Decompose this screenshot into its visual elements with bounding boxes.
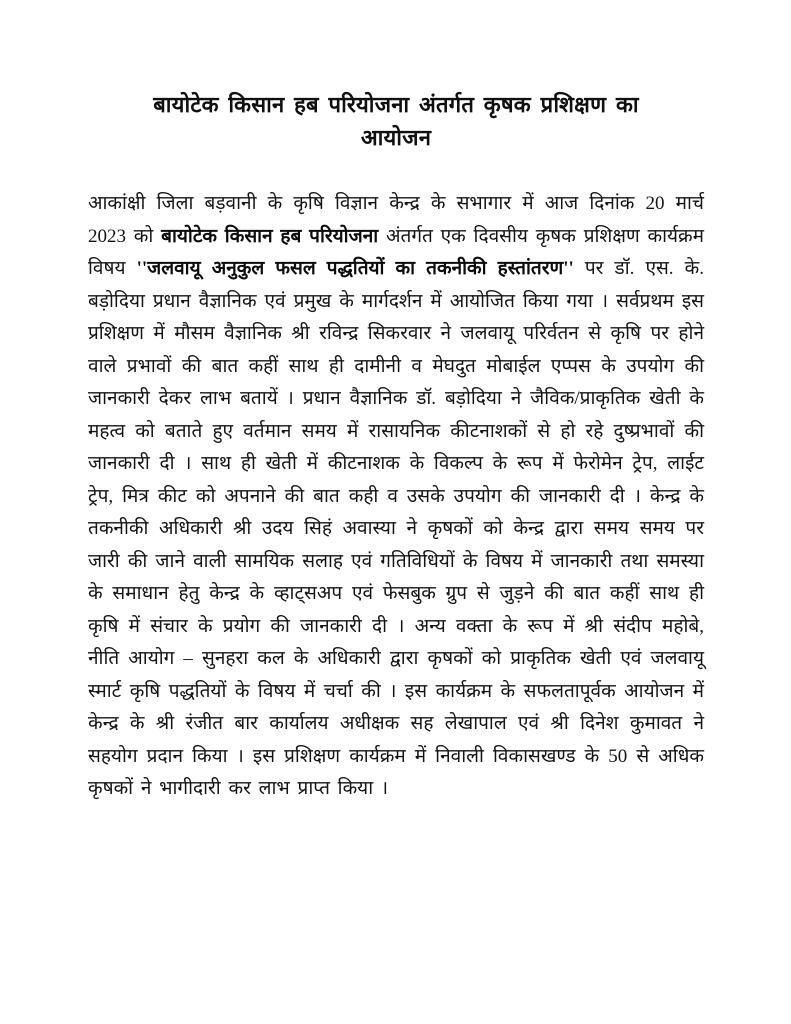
document-paragraph: [88, 188, 704, 806]
title-line-1: बायोटेक किसान हब परियोजना अंतर्गत कृषक प्रशिक्षण का: [153, 92, 639, 117]
project-name-bold: बायोटेक किसान हब परियोजना: [161, 225, 379, 247]
paragraph-mid: अंतर्गत एक दिवसीय कृषक प्रशिक्षण कार्यक्रम विषय: [88, 225, 704, 279]
document-content: [88, 88, 704, 806]
training-topic-bold: ''जलवायू अनुकुल फसल पद्धतियों का तकनीकी हस्तांतरण'': [136, 258, 574, 279]
paragraph-rest: पर डॉ. एस. के. बड़ोदिया प्रधान वैज्ञानिक एवं प्रमुख के मार्गदर्शन में आयोजित किया गया । सर्वप्रथम इस प्रशिक्षण में मौसम वैज्ञानिक श्री रविन्द्र सिकरवार ने जलवायू परिर्वतन से कृषि पर होने वाले प्रभावों की बात कहीं साथ ही दामीनी व मेघदुत मोबाईल एप्पस के उपयोग की जानकारी देकर लाभ बतायें । प्रधान वैज्ञानिक डॉ. बड़ोदिया ने जैविक/प्राकृतिक खेती के महत्व को बताते हुए वर्तमान समय में रासायनिक कीटनाशकों से हो रहे दुष्प्रभावों की जानकारी दी । साथ ही खेती में कीटनाशक के विकल्प के रूप में फेरोमेन ट्रेप, लाईट ट्रेप, मित्र कीट को अपनाने की बात कही व उसके उपयोग की जानकारी दी । केन्द्र के तकनीकी अधिकारी श्री उदय सिहं अवास्या ने कृषकों को केन्द्र द्वारा समय समय पर जारी की जाने वाली सामयिक सलाह एवं गतिविधियों के विषय में जानकारी तथा समस्या के समाधान हेतु केन्द्र के व्हाट्सअप एवं फेसबुक ग्रुप से जुड़ने की बात कहीं साथ ही कृषि में संचार के प्रयोग की जानकारी दी । अन्य वक्ता के रूप में श्री संदीप महोबे, नीति आयोग – सुनहरा कल के अधिकारी द्वारा कृषकों को प्राकृतिक खेती एवं जलवायू स्मार्ट कृषि पद्धतियों के विषय में चर्चा की । इस कार्यक्रम के सफलतापूर्वक आयोजन में केन्द्र के श्री रंजीत बार कार्यालय अधीक्षक सह लेखापाल एवं श्री दिनेश कुमावत ने सहयोग प्रदान किया । इस प्रशिक्षण कार्यक्रम में निवाली विकासखण्ड के 50 से अधिक कृषकों ने भागीदारी कर लाभ प्राप्त किया ।: [88, 258, 704, 799]
document-title: [88, 88, 704, 154]
paragraph-intro: आकांक्षी जिला बड़वानी के कृषि विज्ञान केन्द्र के सभागार में आज दिनांक 20 मार्च 2023 को: [88, 193, 704, 247]
title-line-2: आयोजन: [360, 125, 432, 150]
